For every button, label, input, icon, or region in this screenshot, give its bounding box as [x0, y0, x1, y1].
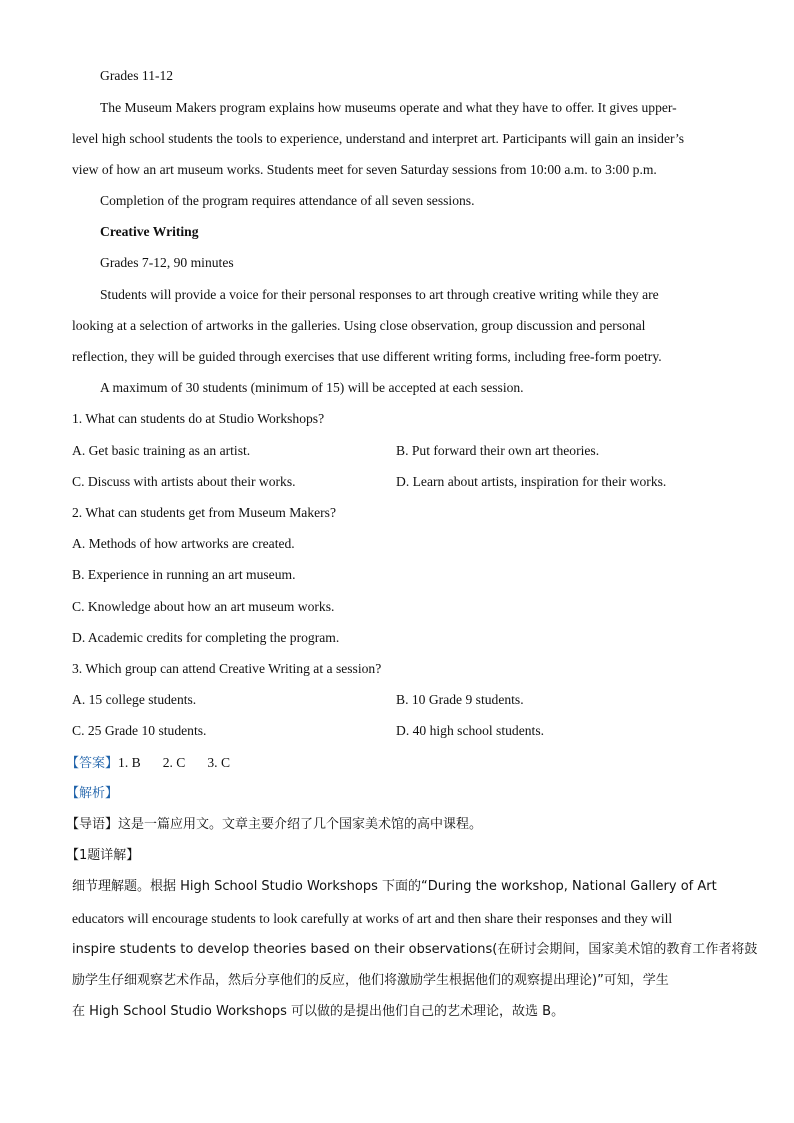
museum-makers-grades: Grades 11-12: [100, 68, 174, 83]
creative-writing-grades: Grades 7-12, 90 minutes: [100, 255, 234, 270]
museum-makers-paragraph-line: The Museum Makers program explains how museums operate and what they have to offer. It gives upper-: [100, 100, 677, 115]
question-3-option-d: D. 40 high school students.: [396, 723, 545, 738]
creative-writing-heading: Creative Writing: [100, 224, 199, 239]
guide-text: 这是一篇应用文。文章主要介绍了几个国家美术馆的高中课程。: [118, 817, 483, 832]
question-1-option-a: A. Get basic training as an artist.: [72, 443, 251, 458]
question-1-option-c: C. Discuss with artists about their works.: [72, 474, 296, 489]
question-1-option-d: D. Learn about artists, inspiration for their works.: [396, 474, 667, 489]
question-3-option-a: A. 15 college students.: [72, 692, 197, 707]
question-2-option-a: A. Methods of how artworks are created.: [72, 536, 295, 551]
analysis-label: 【解析】: [66, 786, 119, 801]
question-1-detail-line: 细节理解题。根据 High School Studio Workshops 下面的“During the workshop, National Gallery of Art: [72, 879, 717, 894]
question-3-option-b: B. 10 Grade 9 students.: [396, 692, 524, 707]
question-2-option-b: B. Experience in running an art museum.: [72, 567, 296, 582]
question-1-stem: 1. What can students do at Studio Workshops?: [72, 411, 325, 426]
answer-item: 3. C: [207, 755, 231, 770]
question-1-detail-line: educators will encourage students to look carefully at works of art and then share their responses and they will: [72, 911, 673, 926]
creative-writing-paragraph-line: looking at a selection of artworks in the galleries. Using close observation, group discussion and personal: [72, 318, 646, 333]
answer-item: 1. B: [118, 755, 141, 770]
question-1-detail-line: 在 High School Studio Workshops 可以做的是提出他们自己的艺术理论，故选 B。: [72, 1004, 565, 1019]
creative-writing-paragraph-line: Students will provide a voice for their personal responses to art through creative writing while they are: [100, 287, 659, 302]
question-3-stem: 3. Which group can attend Creative Writing at a session?: [72, 661, 382, 676]
answer-label: 【答案】: [66, 756, 119, 771]
answer-row: [66, 754, 722, 773]
question-1-option-b: B. Put forward their own art theories.: [396, 443, 600, 458]
guide-label: 【导语】: [66, 817, 119, 832]
question-2-option-c: C. Knowledge about how an art museum works.: [72, 599, 335, 614]
creative-writing-capacity: A maximum of 30 students (minimum of 15) will be accepted at each session.: [100, 380, 524, 395]
guide-row: [66, 816, 722, 834]
museum-makers-completion: Completion of the program requires attendance of all seven sessions.: [100, 193, 475, 208]
question-1-detail-line: 励学生仔细观察艺术作品，然后分享他们的反应，他们将激励学生根据他们的观察提出理论)”可知，学生: [72, 973, 669, 988]
question-2-option-d: D. Academic credits for completing the program.: [72, 630, 340, 645]
question-1-detail-line: inspire students to develop theories based on their observations(在研讨会期间，国家美术馆的教育工作者将鼓: [72, 942, 758, 957]
answer-item: 2. C: [162, 755, 186, 770]
creative-writing-paragraph-line: reflection, they will be guided through exercises that use different writing forms, including free-form poetry.: [72, 349, 662, 364]
question-2-stem: 2. What can students get from Museum Makers?: [72, 505, 337, 520]
question-3-option-c: C. 25 Grade 10 students.: [72, 723, 207, 738]
museum-makers-paragraph-line: view of how an art museum works. Students meet for seven Saturday sessions from 10:00 a.m. to 3:00 p.m.: [72, 162, 657, 177]
museum-makers-paragraph-line: level high school students the tools to experience, understand and interpret art. Participants will gain an insider’s: [72, 131, 685, 146]
question-1-detail-label: 【1题详解】: [66, 848, 140, 863]
